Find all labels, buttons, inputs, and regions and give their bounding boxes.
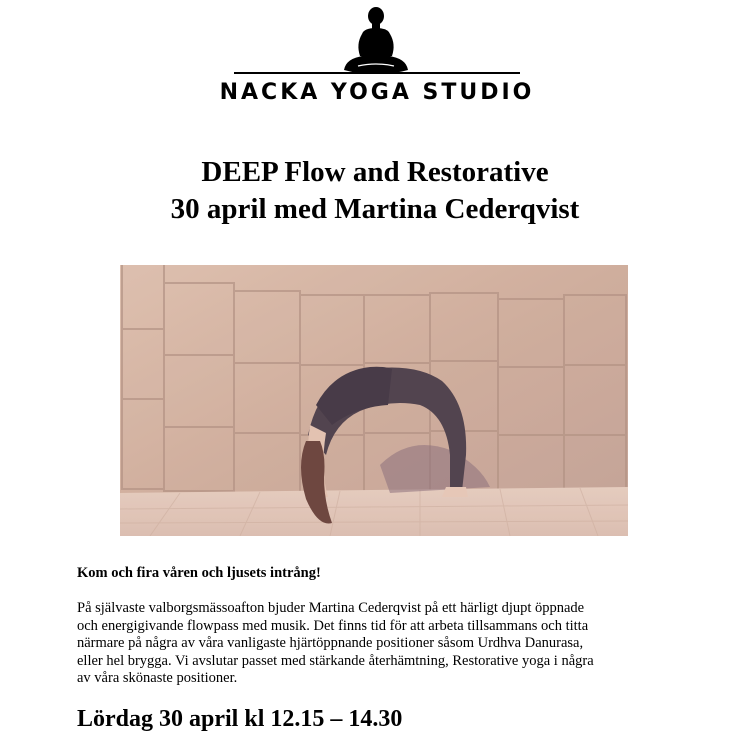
event-subtitle: 30 april med Martina Cederqvist [170, 193, 580, 225]
event-title: DEEP Flow and Restorative [201, 156, 549, 188]
logo-divider-line [234, 72, 520, 74]
meditating-figure-icon [338, 4, 414, 76]
description-line: På självaste valborgsmässoafton bjuder Martina Cederqvist på ett härligt djupt öppnade [77, 600, 585, 616]
description-line: av våra skönaste positioner. [77, 670, 238, 687]
description-line: och energigivande flowpass med musik. Det finns tid för att arbeta tillsammans och titta [77, 617, 589, 634]
studio-name: NACKA YOGA STUDIO [219, 80, 535, 105]
yoga-wheel-pose-photo [120, 265, 628, 536]
description-line: närmare på några av våra vanligaste hjärtöppnande positioner såsom Urdhva Danurasa, [77, 635, 584, 652]
description-line: eller hel brygga. Vi avslutar passet med stärkande återhämtning, Restorative yoga i några [77, 652, 594, 669]
intro-text: Kom och fira våren och ljusets intrång! [77, 565, 321, 581]
event-date-time: Lördag 30 april kl 12.15 – 14.30 [77, 706, 403, 732]
description-paragraph [77, 600, 687, 688]
